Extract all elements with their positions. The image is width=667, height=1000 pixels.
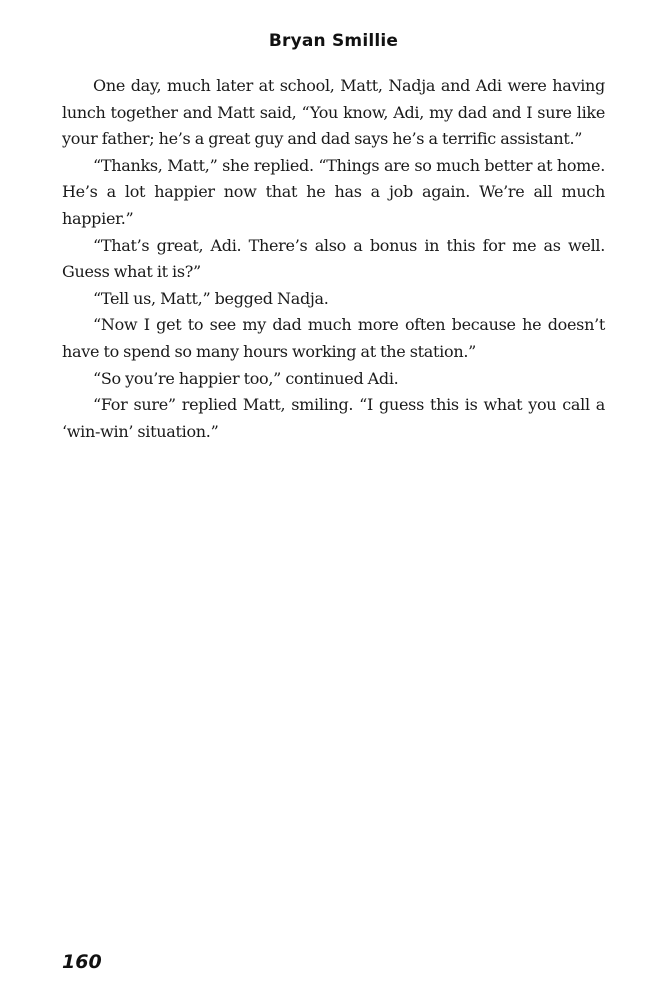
page-number: 160 (62, 951, 102, 973)
running-head-author: Bryan Smillie (268, 31, 399, 51)
body-text (62, 73, 605, 445)
paragraph: One day, much later at school, Matt, Nadja and Adi were having lunch together and Matt said, “You know, Adi, my dad and I sure like your father; he’s a great guy and dad says he’s a terrific assistant.” (62, 76, 605, 149)
paragraph: “Tell us, Matt,” begged Nadja. (93, 288, 329, 308)
paragraph: “For sure” replied Matt, smiling. “I guess this is what you call a ‘win-win’ situation.” (62, 395, 605, 441)
paragraph: “That’s great, Adi. There’s also a bonus in this for me as well. Guess what it is?” (62, 235, 605, 282)
paragraph: “Now I get to see my dad much more often because he doesn’t have to spend so many hours working at the station.” (62, 315, 605, 361)
paragraph: “Thanks, Matt,” she replied. “Things are so much better at home. He’s a lot happier now that he has a job again. We’re all much happier.” (62, 155, 605, 228)
paragraph: “So you’re happier too,” continued Adi. (93, 368, 399, 388)
